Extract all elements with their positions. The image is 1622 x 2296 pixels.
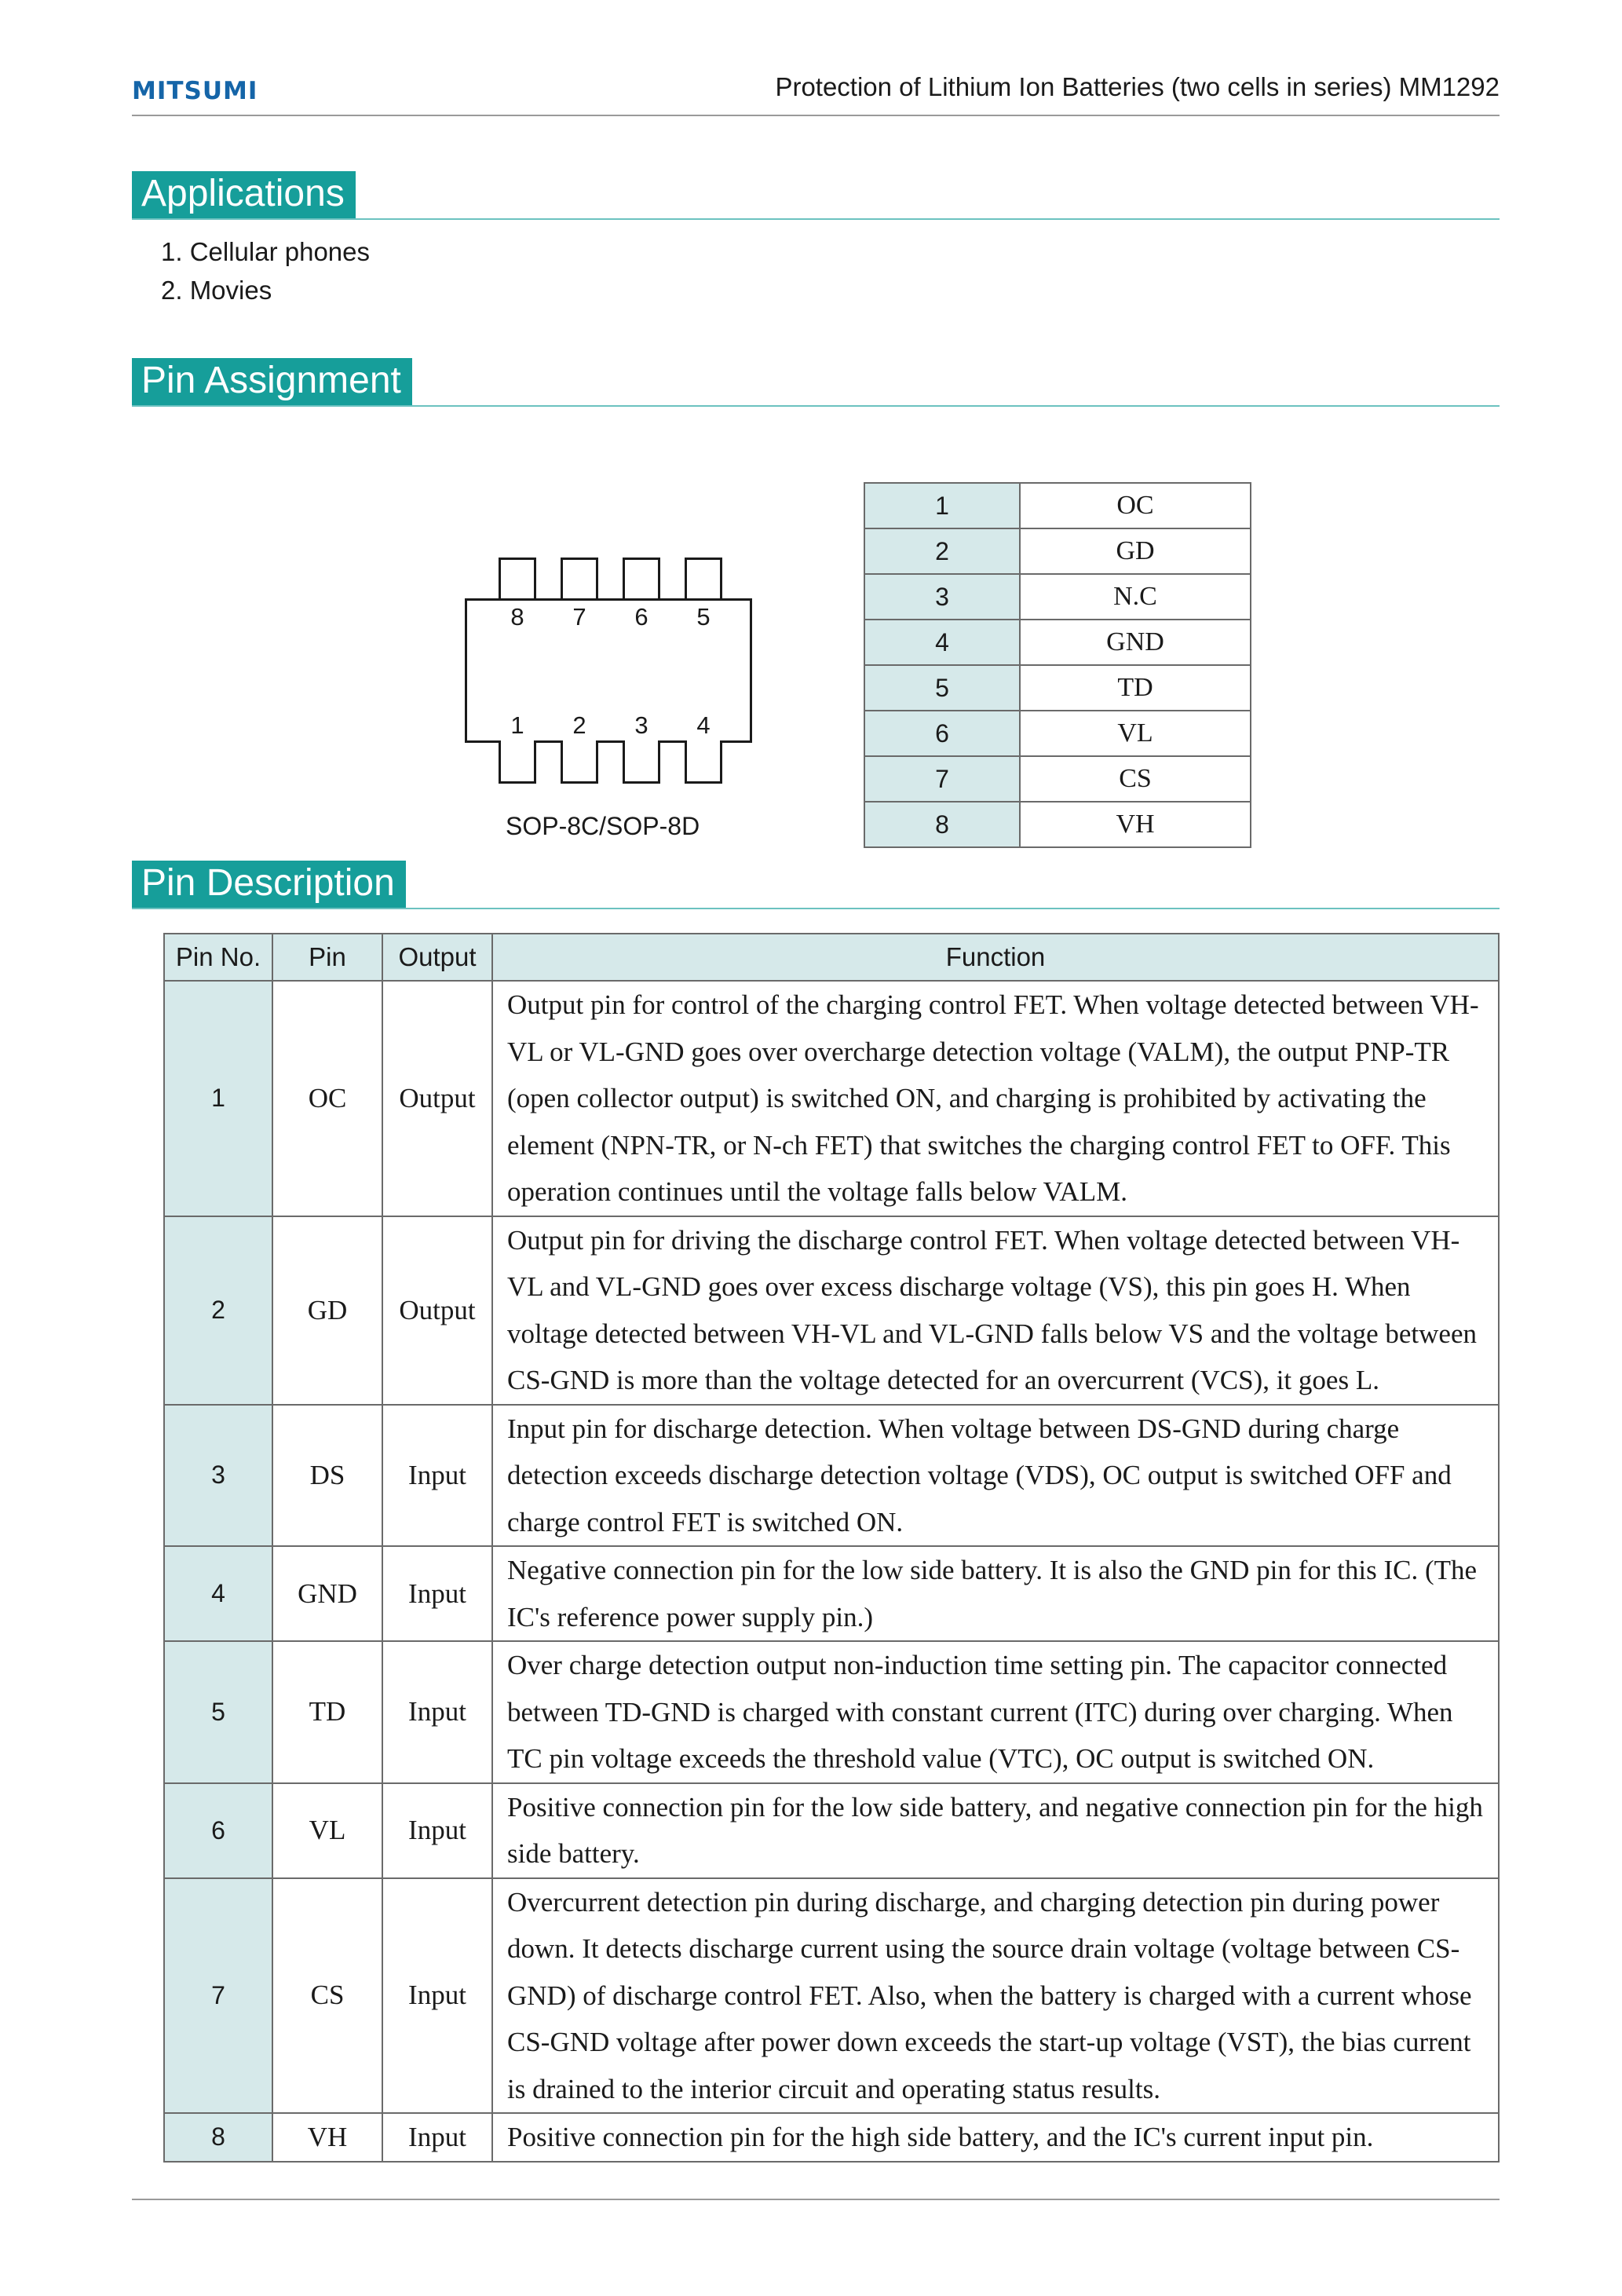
table-row: [864, 528, 1251, 574]
column-header-pin-no: Pin No.: [164, 934, 272, 981]
pin-name-cell: VL: [1020, 711, 1251, 756]
package-pin-lead: [623, 558, 660, 601]
table-header-row: [164, 934, 1499, 981]
pin-name-cell: OC: [272, 981, 382, 1216]
pin-direction-cell: Input: [382, 1546, 492, 1641]
pin-function-cell: Positive connection pin for the high side battery, and the IC's current input pin.: [492, 2113, 1499, 2162]
pin-function-cell: Output pin for control of the charging control FET. When voltage detected between VH-VL or VL-GND goes over overcharge detection voltage (VALM), the output PNP-TR (open collector output) is switched ON, and charging is prohibited by activating the element (NPN-TR, or N-ch FET) that switches the charging control FET to OFF. This operation continues until the voltage falls below VALM.: [492, 981, 1499, 1216]
pin-number-cell: 7: [164, 1878, 272, 2114]
pin-name-cell: CS: [272, 1878, 382, 2114]
pin-number-cell: 4: [164, 1546, 272, 1641]
pin-number-cell: 4: [864, 620, 1020, 665]
applications-heading-label: Applications: [132, 171, 356, 218]
table-row: [164, 1878, 1499, 2114]
pin-function-cell: Over charge detection output non-induction time setting pin. The capacitor connected between TD-GND is charged with constant current (ITC) during over charging. When TC pin voltage exceeds the threshold value (VTC), OC output is switched ON.: [492, 1641, 1499, 1783]
pin-number-cell: 2: [164, 1216, 272, 1405]
package-pin-lead: [685, 740, 722, 784]
pin-number-cell: 5: [164, 1641, 272, 1783]
package-pin-number: 7: [572, 603, 586, 631]
pin-name-cell: TD: [272, 1641, 382, 1783]
pin-function-cell: Input pin for discharge detection. When voltage between DS-GND during charge detection exceeds discharge detection voltage (VDS), OC output is switched OFF and charge control FET is switched ON.: [492, 1405, 1499, 1547]
table-row: [864, 574, 1251, 620]
pin-assignment-table: [864, 482, 1251, 848]
pin-direction-cell: Input: [382, 1878, 492, 2114]
pin-number-cell: 3: [864, 574, 1020, 620]
column-header-function: Function: [492, 934, 1499, 981]
pin-direction-cell: Input: [382, 1405, 492, 1547]
document-title: Protection of Lithium Ion Batteries (two cells in series) MM1292: [775, 72, 1500, 101]
package-pin-number: 2: [572, 711, 586, 739]
table-row: [864, 665, 1251, 711]
pin-direction-cell: Input: [382, 1641, 492, 1783]
package-pin-number: 3: [634, 711, 648, 739]
pin-description-heading-label: Pin Description: [132, 861, 406, 908]
pin-name-cell: GND: [1020, 620, 1251, 665]
table-row: [164, 2113, 1499, 2162]
footer-divider: [132, 2199, 1500, 2200]
pin-number-cell: 6: [164, 1783, 272, 1878]
package-pin-number: 4: [696, 711, 711, 739]
package-pin-number: 8: [510, 603, 524, 631]
pin-number-cell: 8: [164, 2113, 272, 2162]
pin-assignment-heading-label: Pin Assignment: [132, 358, 412, 405]
applications-heading: [132, 171, 1500, 220]
pin-name-cell: TD: [1020, 665, 1251, 711]
pin-name-cell: CS: [1020, 756, 1251, 802]
pin-name-cell: VH: [272, 2113, 382, 2162]
package-pin-lead: [499, 740, 536, 784]
pin-description-heading: [132, 861, 1500, 909]
pin-name-cell: OC: [1020, 483, 1251, 528]
pin-name-cell: VL: [272, 1783, 382, 1878]
column-header-output: Output: [382, 934, 492, 981]
page-header: [132, 71, 1500, 116]
applications-list: [161, 232, 370, 309]
mitsumi-logo: MITSUMI: [132, 77, 258, 105]
table-row: [164, 1405, 1499, 1547]
package-pin-lead: [685, 558, 722, 601]
pin-number-cell: 7: [864, 756, 1020, 802]
pin-direction-cell: Input: [382, 2113, 492, 2162]
pin-number-cell: 2: [864, 528, 1020, 574]
pin-number-cell: 3: [164, 1405, 272, 1547]
pin-direction-cell: Output: [382, 1216, 492, 1405]
pin-number-cell: 1: [864, 483, 1020, 528]
pin-direction-cell: Output: [382, 981, 492, 1216]
package-pin-number: 5: [696, 603, 711, 631]
table-row: [864, 711, 1251, 756]
list-item: 2. Movies: [161, 276, 272, 305]
table-row: [164, 1783, 1499, 1878]
pin-function-cell: Negative connection pin for the low side battery. It is also the GND pin for this IC. (The IC's reference power supply pin.): [492, 1546, 1499, 1641]
pin-number-cell: 1: [164, 981, 272, 1216]
pin-function-cell: Overcurrent detection pin during discharge, and charging detection pin during power down. It detects discharge current using the source drain voltage (voltage between CS-GND) of discharge control FET. Also, when the battery is charged with a current whose CS-GND voltage after power down exceeds the start-up voltage (VST), the bias current is drained to the interior circuit and operating status results.: [492, 1878, 1499, 2114]
table-row: [164, 1641, 1499, 1783]
package-pin-number: 1: [510, 711, 524, 739]
table-row: [164, 981, 1499, 1216]
package-pin-lead: [499, 558, 536, 601]
pin-name-cell: N.C: [1020, 574, 1251, 620]
pin-name-cell: DS: [272, 1405, 382, 1547]
pin-assignment-heading: [132, 358, 1500, 407]
package-pin-lead: [623, 740, 660, 784]
pin-direction-cell: Input: [382, 1783, 492, 1878]
pin-number-cell: 8: [864, 802, 1020, 847]
table-row: [864, 802, 1251, 847]
table-row: [164, 1546, 1499, 1641]
table-row: [864, 620, 1251, 665]
pin-name-cell: VH: [1020, 802, 1251, 847]
pin-name-cell: GD: [1020, 528, 1251, 574]
package-pin-lead: [561, 740, 598, 784]
list-item: 1. Cellular phones: [161, 237, 370, 266]
package-pin-number: 6: [634, 603, 648, 631]
pin-name-cell: GND: [272, 1546, 382, 1641]
table-row: [164, 1216, 1499, 1405]
pin-description-table: [163, 933, 1500, 2163]
pin-name-cell: GD: [272, 1216, 382, 1405]
package-pin-lead: [561, 558, 598, 601]
pin-number-cell: 6: [864, 711, 1020, 756]
pin-number-cell: 5: [864, 665, 1020, 711]
table-row: [864, 756, 1251, 802]
package-label: SOP-8C/SOP-8D: [506, 812, 700, 840]
pin-function-cell: Output pin for driving the discharge control FET. When voltage detected between VH-VL and VL-GND goes over excess discharge voltage (VS), this pin goes H. When voltage detected between VH-VL and VL-GND falls below VS and the voltage between CS-GND is more than the voltage detected for an overcurrent (VCS), it goes L.: [492, 1216, 1499, 1405]
table-row: [864, 483, 1251, 528]
pin-function-cell: Positive connection pin for the low side battery, and negative connection pin for the high side battery.: [492, 1783, 1499, 1878]
column-header-pin: Pin: [272, 934, 382, 981]
